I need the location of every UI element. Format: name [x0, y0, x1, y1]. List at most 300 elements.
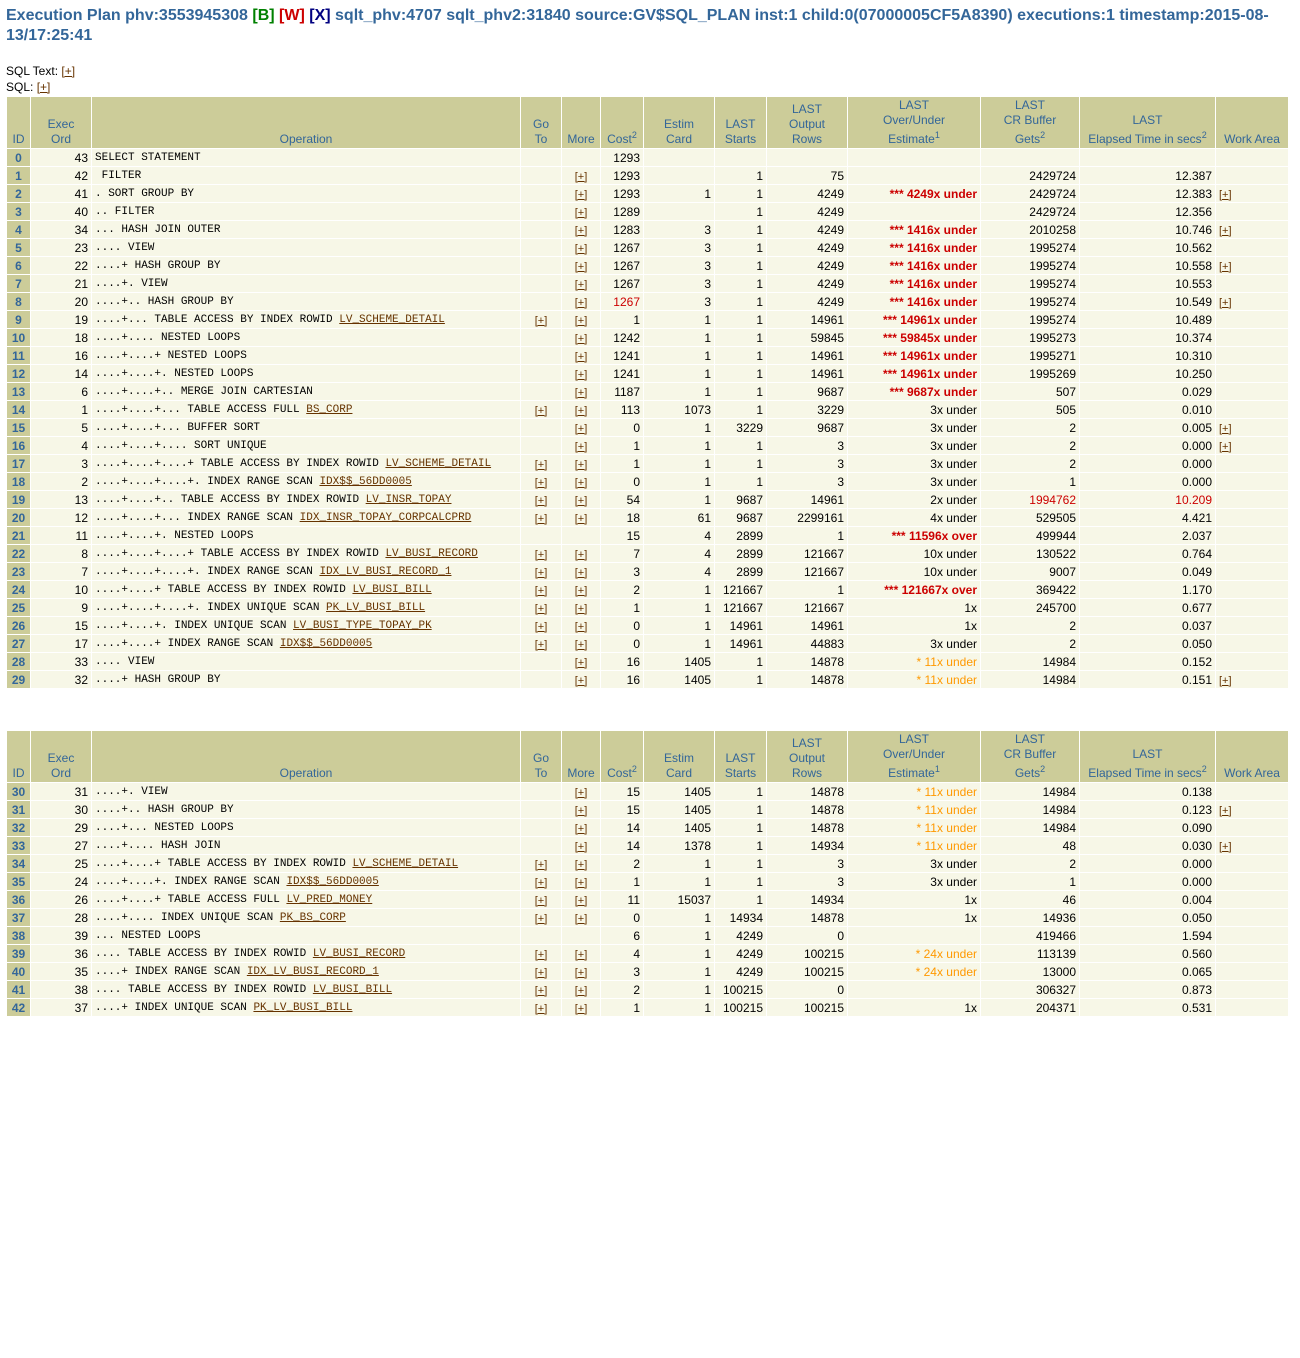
- operation: ....+. VIEW: [92, 275, 521, 293]
- row-id: 31: [7, 801, 31, 819]
- last-starts: 3229: [715, 419, 767, 437]
- more-expand[interactable]: [+]: [574, 332, 588, 345]
- goto: [521, 963, 562, 981]
- operation: ....+ INDEX RANGE SCAN IDX_LV_BUSI_RECORD_1: [92, 963, 521, 981]
- more: [562, 635, 601, 653]
- last-starts: 14961: [715, 617, 767, 635]
- last-output-rows: 100215: [767, 963, 848, 981]
- goto: [521, 419, 562, 437]
- last-starts: 4249: [715, 963, 767, 981]
- elapsed-time: 0.151: [1080, 671, 1216, 689]
- cr-buffer-gets: 14984: [981, 671, 1080, 689]
- exec-ord: 36: [31, 945, 92, 963]
- elapsed-time: 0.531: [1080, 999, 1216, 1017]
- more-expand[interactable]: [+]: [574, 894, 588, 907]
- last-output-rows: [767, 149, 848, 167]
- more: [562, 545, 601, 563]
- more: [562, 617, 601, 635]
- more-expand[interactable]: [+]: [574, 260, 588, 273]
- more-expand[interactable]: [+]: [574, 386, 588, 399]
- operation: ... NESTED LOOPS: [92, 927, 521, 945]
- goto: [521, 999, 562, 1017]
- more-expand[interactable]: [+]: [574, 512, 588, 525]
- more-expand[interactable]: [+]: [574, 458, 588, 471]
- object-link[interactable]: IDX_LV_BUSI_RECORD_1: [246, 965, 379, 978]
- more-expand[interactable]: [+]: [574, 494, 588, 507]
- cost: 2: [601, 581, 644, 599]
- row-id: 41: [7, 981, 31, 999]
- object-link[interactable]: LV_BUSI_RECORD: [312, 947, 406, 960]
- cr-buffer-gets: 369422: [981, 581, 1080, 599]
- more-expand[interactable]: [+]: [574, 786, 588, 799]
- over-under-estimate: *** 11596x over: [848, 527, 981, 545]
- cost: 1: [601, 873, 644, 891]
- cost: 1267: [601, 275, 644, 293]
- last-output-rows: 14961: [767, 347, 848, 365]
- more: [562, 671, 601, 689]
- table-row: [7, 275, 1289, 293]
- elapsed-time: 0.029: [1080, 383, 1216, 401]
- col-header-id: ID: [7, 97, 31, 149]
- more-expand[interactable]: [+]: [574, 314, 588, 327]
- more: [562, 981, 601, 999]
- more: [562, 509, 601, 527]
- goto-expand[interactable]: [+]: [534, 876, 548, 889]
- row-id: 20: [7, 509, 31, 527]
- object-link[interactable]: IDX$$_56DD0005: [319, 475, 412, 488]
- more-expand[interactable]: [+]: [574, 840, 588, 853]
- exec-ord: 33: [31, 653, 92, 671]
- cr-buffer-gets: 1995274: [981, 257, 1080, 275]
- object-link[interactable]: LV_BUSI_BILL: [352, 583, 432, 596]
- object-link[interactable]: LV_BUSI_TYPE_TOPAY_PK: [293, 619, 432, 632]
- cost: 1267: [601, 257, 644, 275]
- elapsed-time: 0.123: [1080, 801, 1216, 819]
- elapsed-time: 0.050: [1080, 635, 1216, 653]
- operation: ....+. VIEW: [92, 783, 521, 801]
- exec-ord: 39: [31, 927, 92, 945]
- over-under-estimate: * 11x under: [848, 783, 981, 801]
- more: [562, 257, 601, 275]
- cost: 1: [601, 455, 644, 473]
- cr-buffer-gets: 1: [981, 873, 1080, 891]
- goto-expand[interactable]: [+]: [534, 948, 548, 961]
- row-id: 33: [7, 837, 31, 855]
- elapsed-time: 0.000: [1080, 873, 1216, 891]
- work-area-expand[interactable]: [+]: [1219, 674, 1232, 687]
- work-area: [1216, 671, 1289, 689]
- last-starts: 1: [715, 437, 767, 455]
- last-output-rows: 14934: [767, 837, 848, 855]
- last-starts: 1: [715, 275, 767, 293]
- operation: ....+....+. INDEX RANGE SCAN IDX$$_56DD0005: [92, 873, 521, 891]
- work-area-expand[interactable]: [+]: [1219, 804, 1232, 817]
- table-row: [7, 873, 1289, 891]
- more-expand[interactable]: [+]: [574, 350, 588, 363]
- operation: ....+... NESTED LOOPS: [92, 819, 521, 837]
- more-expand[interactable]: [+]: [574, 188, 588, 201]
- over-under-estimate: *** 1416x under: [848, 293, 981, 311]
- goto: [521, 873, 562, 891]
- goto: [521, 185, 562, 203]
- cr-buffer-gets: 1995274: [981, 293, 1080, 311]
- exec-ord: 1: [31, 401, 92, 419]
- more: [562, 185, 601, 203]
- work-area-expand[interactable]: [+]: [1219, 840, 1232, 853]
- table-row: [7, 419, 1289, 437]
- more-expand[interactable]: [+]: [574, 242, 588, 255]
- more-expand[interactable]: [+]: [574, 224, 588, 237]
- last-starts: 4249: [715, 945, 767, 963]
- more-expand[interactable]: [+]: [574, 296, 588, 309]
- more-expand[interactable]: [+]: [574, 984, 588, 997]
- last-output-rows: 3: [767, 473, 848, 491]
- over-under-estimate: 1x: [848, 891, 981, 909]
- more-expand[interactable]: [+]: [574, 548, 588, 561]
- last-output-rows: 4249: [767, 185, 848, 203]
- row-id: 7: [7, 275, 31, 293]
- exec-ord: 13: [31, 491, 92, 509]
- more-expand[interactable]: [+]: [574, 440, 588, 453]
- extended-link[interactable]: [X]: [309, 7, 331, 24]
- cr-buffer-gets: 2: [981, 635, 1080, 653]
- elapsed-time: 0.560: [1080, 945, 1216, 963]
- work-area: [1216, 891, 1289, 909]
- goto-expand[interactable]: [+]: [534, 548, 548, 561]
- exec-ord: 35: [31, 963, 92, 981]
- more: [562, 239, 601, 257]
- elapsed-time: 0.010: [1080, 401, 1216, 419]
- operation: ....+....+....+. INDEX RANGE SCAN IDX_LV_BUSI_RECORD_1: [92, 563, 521, 581]
- last-starts: 1: [715, 185, 767, 203]
- over-under-estimate: * 24x under: [848, 945, 981, 963]
- cost: 1241: [601, 347, 644, 365]
- sql-expand[interactable]: [+]: [36, 80, 51, 94]
- table-row: [7, 545, 1289, 563]
- more-expand[interactable]: [+]: [574, 602, 588, 615]
- object-link[interactable]: LV_BUSI_RECORD: [385, 547, 478, 560]
- exec-ord: 41: [31, 185, 92, 203]
- goto-expand[interactable]: [+]: [534, 404, 548, 417]
- goto-expand[interactable]: [+]: [534, 512, 548, 525]
- object-link[interactable]: IDX$$_56DD0005: [286, 875, 379, 888]
- more-expand[interactable]: [+]: [574, 476, 588, 489]
- goto-expand[interactable]: [+]: [534, 314, 548, 327]
- work-area-expand[interactable]: [+]: [1219, 296, 1232, 309]
- more-expand[interactable]: [+]: [574, 620, 588, 633]
- last-output-rows: 14878: [767, 783, 848, 801]
- table-row: [7, 383, 1289, 401]
- object-link[interactable]: LV_BUSI_BILL: [312, 983, 393, 996]
- table-row: [7, 527, 1289, 545]
- cr-buffer-gets: 2429724: [981, 167, 1080, 185]
- exec-ord: 42: [31, 167, 92, 185]
- object-link[interactable]: IDX_INSR_TOPAY_CORPCALCPRD: [299, 511, 472, 524]
- goto: [521, 581, 562, 599]
- more-expand[interactable]: [+]: [574, 656, 588, 669]
- last-output-rows: 14878: [767, 819, 848, 837]
- goto: [521, 981, 562, 999]
- goto: [521, 671, 562, 689]
- elapsed-time: 12.356: [1080, 203, 1216, 221]
- work-area: [1216, 347, 1289, 365]
- object-link[interactable]: LV_SCHEME_DETAIL: [352, 857, 459, 870]
- object-link[interactable]: LV_INSR_TOPAY: [365, 493, 452, 506]
- operation: ....+....+ TABLE ACCESS BY INDEX ROWID LV_BUSI_BILL: [92, 581, 521, 599]
- exec-ord: 19: [31, 311, 92, 329]
- last-starts: 1: [715, 221, 767, 239]
- cr-buffer-gets: 1995274: [981, 275, 1080, 293]
- estim-card: 1405: [644, 783, 715, 801]
- more-expand[interactable]: [+]: [574, 368, 588, 381]
- table-row: [7, 293, 1289, 311]
- row-id: 3: [7, 203, 31, 221]
- cost: 3: [601, 963, 644, 981]
- goto: [521, 311, 562, 329]
- goto-expand[interactable]: [+]: [534, 638, 548, 651]
- object-link[interactable]: IDX_LV_BUSI_RECORD_1: [319, 565, 452, 578]
- goto-expand[interactable]: [+]: [534, 912, 548, 925]
- over-under-estimate: 3x under: [848, 437, 981, 455]
- cost: 7: [601, 545, 644, 563]
- work-area: [1216, 509, 1289, 527]
- elapsed-time: 0.000: [1080, 855, 1216, 873]
- goto: [521, 545, 562, 563]
- more-expand[interactable]: [+]: [574, 822, 588, 835]
- more-expand[interactable]: [+]: [574, 674, 588, 687]
- table-row: [7, 311, 1289, 329]
- operation: ....+.. HASH GROUP BY: [92, 293, 521, 311]
- table-row: [7, 149, 1289, 167]
- more-expand[interactable]: [+]: [574, 404, 588, 417]
- row-id: 14: [7, 401, 31, 419]
- plan-table-2: [6, 730, 1289, 1017]
- cr-buffer-gets: 2429724: [981, 185, 1080, 203]
- over-under-estimate: [848, 203, 981, 221]
- table-row: [7, 491, 1289, 509]
- more-expand[interactable]: [+]: [574, 1002, 588, 1015]
- last-output-rows: 3229: [767, 401, 848, 419]
- more-expand[interactable]: [+]: [574, 584, 588, 597]
- work-area-expand[interactable]: [+]: [1219, 260, 1232, 273]
- cr-buffer-gets: 2: [981, 455, 1080, 473]
- object-link[interactable]: LV_SCHEME_DETAIL: [385, 457, 492, 470]
- over-under-estimate: 3x under: [848, 473, 981, 491]
- more-expand[interactable]: [+]: [574, 876, 588, 889]
- more: [562, 419, 601, 437]
- work-area: [1216, 599, 1289, 617]
- title-rest: sqlt_phv:4707 sqlt_phv2:31840 source:GV$SQL_PLAN inst:1 child:0(07000005CF5A8390) executions:1 timestamp:2015-08-13/17:25:41: [6, 7, 1269, 44]
- table-row: [7, 221, 1289, 239]
- last-starts: 1: [715, 257, 767, 275]
- estim-card: 1405: [644, 671, 715, 689]
- last-starts: 1: [715, 891, 767, 909]
- sql-meta: [6, 63, 75, 95]
- cost: 4: [601, 945, 644, 963]
- cr-buffer-gets: 1995273: [981, 329, 1080, 347]
- cr-buffer-gets: 1994762: [981, 491, 1080, 509]
- over-under-estimate: * 11x under: [848, 837, 981, 855]
- last-starts: [715, 149, 767, 167]
- goto: [521, 473, 562, 491]
- object-link[interactable]: LV_SCHEME_DETAIL: [339, 313, 445, 326]
- basic-link[interactable]: [B]: [252, 7, 275, 24]
- table-row: [7, 581, 1289, 599]
- estim-card: 1: [644, 855, 715, 873]
- more: [562, 599, 601, 617]
- cost: 15: [601, 801, 644, 819]
- more-expand[interactable]: [+]: [574, 566, 588, 579]
- more-expand[interactable]: [+]: [574, 804, 588, 817]
- elapsed-time: 0.000: [1080, 473, 1216, 491]
- more-expand[interactable]: [+]: [574, 278, 588, 291]
- elapsed-time: 2.037: [1080, 527, 1216, 545]
- work-area-expand[interactable]: [+]: [1219, 188, 1232, 201]
- goto-expand[interactable]: [+]: [534, 894, 548, 907]
- cost: 11: [601, 891, 644, 909]
- exec-ord: 21: [31, 275, 92, 293]
- over-under-estimate: 3x under: [848, 855, 981, 873]
- object-link[interactable]: PK_BS_CORP: [279, 911, 346, 924]
- goto: [521, 167, 562, 185]
- operation: ....+....+ TABLE ACCESS FULL LV_PRED_MONEY: [92, 891, 521, 909]
- goto: [521, 891, 562, 909]
- table-row: [7, 563, 1289, 581]
- goto-expand[interactable]: [+]: [534, 858, 548, 871]
- last-starts: 1: [715, 873, 767, 891]
- work-area-expand[interactable]: [+]: [1219, 224, 1232, 237]
- more: [562, 653, 601, 671]
- more-expand[interactable]: [+]: [574, 912, 588, 925]
- goto-expand[interactable]: [+]: [534, 602, 548, 615]
- more: [562, 527, 601, 545]
- goto-expand[interactable]: [+]: [534, 620, 548, 633]
- operation: ....+....+....+. INDEX RANGE SCAN IDX$$_56DD0005: [92, 473, 521, 491]
- more-expand[interactable]: [+]: [574, 966, 588, 979]
- over-under-estimate: 10x under: [848, 563, 981, 581]
- work-area: [1216, 927, 1289, 945]
- more: [562, 581, 601, 599]
- typical-link[interactable]: [W]: [279, 7, 305, 24]
- work-area-expand[interactable]: [+]: [1219, 440, 1232, 453]
- table-row: [7, 347, 1289, 365]
- col-header-more: More: [562, 97, 601, 149]
- work-area: [1216, 185, 1289, 203]
- operation: ....+....+... INDEX RANGE SCAN IDX_INSR_TOPAY_CORPCALCPRD: [92, 509, 521, 527]
- goto: [521, 455, 562, 473]
- exec-ord: 22: [31, 257, 92, 275]
- goto-expand[interactable]: [+]: [534, 584, 548, 597]
- last-output-rows: 121667: [767, 599, 848, 617]
- more: [562, 891, 601, 909]
- row-id: 6: [7, 257, 31, 275]
- more-expand[interactable]: [+]: [574, 206, 588, 219]
- last-starts: 2899: [715, 563, 767, 581]
- over-under-estimate: 1x: [848, 999, 981, 1017]
- goto: [521, 617, 562, 635]
- row-id: 18: [7, 473, 31, 491]
- table-row: [7, 473, 1289, 491]
- cost: 1242: [601, 329, 644, 347]
- goto-expand[interactable]: [+]: [534, 1002, 548, 1015]
- more-expand[interactable]: [+]: [574, 170, 588, 183]
- work-area: [1216, 617, 1289, 635]
- estim-card: 1: [644, 981, 715, 999]
- operation: ....+....+. INDEX UNIQUE SCAN LV_BUSI_TYPE_TOPAY_PK: [92, 617, 521, 635]
- elapsed-time: 0.000: [1080, 455, 1216, 473]
- operation: ....+ INDEX UNIQUE SCAN PK_LV_BUSI_BILL: [92, 999, 521, 1017]
- last-output-rows: 100215: [767, 945, 848, 963]
- exec-ord: 26: [31, 891, 92, 909]
- estim-card: 1: [644, 873, 715, 891]
- goto: [521, 563, 562, 581]
- last-output-rows: 4249: [767, 293, 848, 311]
- row-id: 23: [7, 563, 31, 581]
- last-output-rows: 14878: [767, 671, 848, 689]
- object-link[interactable]: IDX$$_56DD0005: [279, 637, 373, 650]
- sql-text-expand[interactable]: [+]: [61, 64, 76, 78]
- work-area: [1216, 981, 1289, 999]
- operation: ....+....+.... SORT UNIQUE: [92, 437, 521, 455]
- estim-card: 1: [644, 419, 715, 437]
- exec-ord: 4: [31, 437, 92, 455]
- operation: ....+....+. NESTED LOOPS: [92, 365, 521, 383]
- more: [562, 927, 601, 945]
- work-area: [1216, 365, 1289, 383]
- more: [562, 819, 601, 837]
- col-header-operation: Operation: [92, 731, 521, 783]
- work-area-expand[interactable]: [+]: [1219, 422, 1232, 435]
- cr-buffer-gets: 1: [981, 473, 1080, 491]
- elapsed-time: 10.549: [1080, 293, 1216, 311]
- more-expand[interactable]: [+]: [574, 948, 588, 961]
- estim-card: 1: [644, 473, 715, 491]
- more-expand[interactable]: [+]: [574, 858, 588, 871]
- col-header-last-over-under-estimate: LAST Over/Under Estimate$^1$: [848, 97, 981, 149]
- goto-expand[interactable]: [+]: [534, 458, 548, 471]
- object-link[interactable]: BS_CORP: [306, 403, 353, 416]
- estim-card: 1378: [644, 837, 715, 855]
- goto-expand[interactable]: [+]: [534, 494, 548, 507]
- more: [562, 221, 601, 239]
- last-starts: 1: [715, 855, 767, 873]
- goto: [521, 365, 562, 383]
- goto-expand[interactable]: [+]: [534, 966, 548, 979]
- cost: 1: [601, 599, 644, 617]
- row-id: 2: [7, 185, 31, 203]
- goto: [521, 653, 562, 671]
- operation: ....+....+ NESTED LOOPS: [92, 347, 521, 365]
- goto: [521, 203, 562, 221]
- object-link[interactable]: LV_PRED_MONEY: [286, 893, 373, 906]
- goto-expand[interactable]: [+]: [534, 566, 548, 579]
- object-link[interactable]: PK_LV_BUSI_BILL: [326, 601, 426, 614]
- operation: ....+.... INDEX UNIQUE SCAN PK_BS_CORP: [92, 909, 521, 927]
- cr-buffer-gets: 46: [981, 891, 1080, 909]
- cr-buffer-gets: 306327: [981, 981, 1080, 999]
- elapsed-time: 0.005: [1080, 419, 1216, 437]
- work-area: [1216, 149, 1289, 167]
- object-link[interactable]: PK_LV_BUSI_BILL: [253, 1001, 353, 1014]
- goto-expand[interactable]: [+]: [534, 476, 548, 489]
- last-output-rows: 4249: [767, 275, 848, 293]
- cost: 1293: [601, 149, 644, 167]
- cost: 16: [601, 653, 644, 671]
- exec-ord: 3: [31, 455, 92, 473]
- more-expand[interactable]: [+]: [574, 638, 588, 651]
- goto-expand[interactable]: [+]: [534, 984, 548, 997]
- more-expand[interactable]: [+]: [574, 422, 588, 435]
